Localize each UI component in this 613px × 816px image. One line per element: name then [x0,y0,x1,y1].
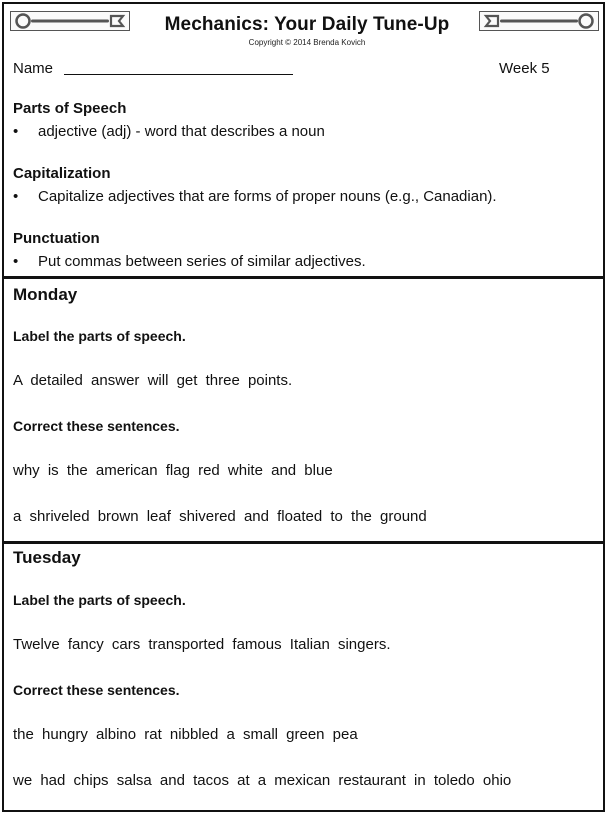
copyright-notice: Copyright © 2014 Brenda Kovich [248,38,366,47]
correct-sentence: why is the american flag red white and blue [13,462,333,479]
correct-sentence: the hungry albino rat nibbled a small green pea [13,726,358,743]
section-divider [2,276,605,279]
correct-sentence: we had chips salsa and tacos at a mexican restaurant in toledo ohio [13,772,512,789]
day-heading-tuesday: Tuesday [13,548,81,567]
wrench-icon [10,11,130,31]
label-sentence: Twelve fancy cars transported famous Italian singers. [13,636,391,653]
rule-text: Capitalize adjectives that are forms of proper nouns (e.g., Canadian). [38,188,497,205]
day-heading-monday: Monday [13,285,78,304]
punctuation-rule [13,253,366,270]
name-label: Name [13,60,54,77]
wrench-icon [479,11,599,31]
correct-instruction: Correct these sentences. [13,682,180,698]
name-field[interactable] [64,74,293,75]
week-label: Week 5 [499,60,550,77]
punctuation-heading: Punctuation [13,230,100,247]
bullet-icon: • [13,253,19,270]
section-divider [2,541,605,544]
parts-of-speech-rule [13,123,325,140]
bullet-icon: • [13,123,19,140]
capitalization-heading: Capitalization [13,165,111,182]
bullet-icon: • [13,188,19,205]
correct-sentence: a shriveled brown leaf shivered and floated to the ground [13,508,427,525]
label-instruction: Label the parts of speech. [13,328,186,344]
rule-text: adjective (adj) - word that describes a noun [38,123,325,140]
label-sentence: A detailed answer will get three points. [13,372,293,389]
capitalization-rule [13,188,497,205]
parts-of-speech-heading: Parts of Speech [13,100,127,117]
page-title: Mechanics: Your Daily Tune-Up [164,14,450,35]
label-instruction: Label the parts of speech. [13,592,186,608]
correct-instruction: Correct these sentences. [13,418,180,434]
rule-text: Put commas between series of similar adjectives. [38,253,366,270]
